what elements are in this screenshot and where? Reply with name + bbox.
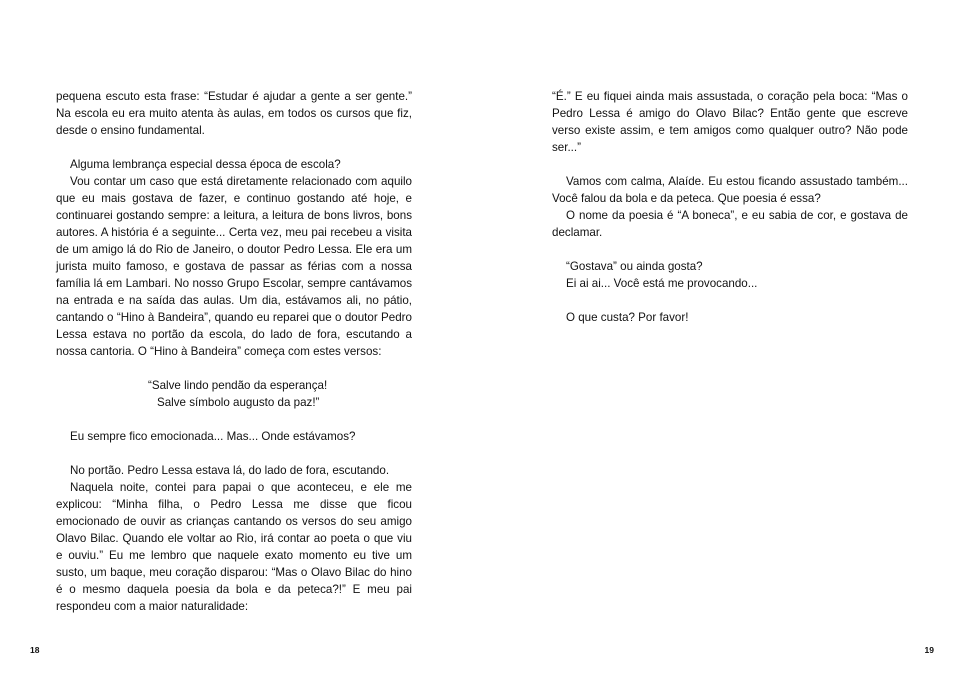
anthem-verses	[56, 377, 412, 411]
paragraph: “É.” E eu fiquei ainda mais assustada, o coração pela boca: “Mas o Pedro Lessa é amigo do Olavo Bilac? Então gente que escreve verso existe assim, e tem amigos como qualquer outro? Não pode ser...”	[552, 90, 908, 154]
paragraph: Naquela noite, contei para papai o que aconteceu, e ele me explicou: “Minha filha, o Pedro Lessa me disse que ficou emocionado de ouvir as crianças cantando os versos do seu amigo Olavo Bilac. Quando ele voltar ao Rio, irá contar ao poeta o que viu e ouviu.” Eu me lembro que naquele exato momento eu tive um susto, um baque, meu coração disparou: “Mas o Olavo Bilac do hino é o mesmo daquela poesia da bola e da peteca?!” E meu pai respondeu com a maior naturalidade:	[56, 481, 412, 613]
verse-line: Salve símbolo augusto da paz!”	[157, 396, 320, 409]
paragraph: Eu sempre fico emocionada... Mas... Onde estávamos?	[70, 430, 356, 443]
interview-question: Alguma lembrança especial dessa época de escola?	[70, 158, 341, 171]
right-text-column	[552, 88, 908, 326]
interview-question: “Gostava” ou ainda gosta?	[566, 260, 703, 273]
paragraph: O nome da poesia é “A boneca”, e eu sabia de cor, e gostava de declamar.	[552, 209, 908, 239]
page-number: 18	[30, 645, 40, 655]
interview-question: Vamos com calma, Alaíde. Eu estou ficando assustado também... Você falou da bola e da peteca. Que poesia é essa?	[552, 175, 908, 205]
paragraph: Vou contar um caso que está diretamente relacionado com aquilo que eu mais gostava de fazer, e continuo gostando até hoje, e continuarei gostando sempre: a leitura, a leitura de bons livros, bons autores. A história é a seguinte... Certa vez, meu pai recebeu a visita de um amigo lá do Rio de Janeiro, o doutor Pedro Lessa. Ele era um jurista muito famoso, e gostava de passar as férias com a nossa família lá em Lambari. No nosso Grupo Escolar, sempre cantávamos na entrada e na saída das aulas. Um dia, estávamos ali, no pátio, cantando o “Hino à Bandeira”, quando eu reparei que o doutor Pedro Lessa estava no portão da escola, do lado de fora, escutando a nossa cantoria. O “Hino à Bandeira” começa com estes versos:	[56, 175, 412, 358]
left-text-column	[56, 88, 412, 615]
page-number: 19	[924, 645, 934, 655]
interview-question: O que custa? Por favor!	[566, 311, 689, 324]
interview-question: No portão. Pedro Lessa estava lá, do lado de fora, escutando.	[70, 464, 390, 477]
verse-line: “Salve lindo pendão da esperança!	[148, 379, 328, 392]
paragraph: Ei ai ai... Você está me provocando...	[566, 277, 758, 290]
paragraph: pequena escuto esta frase: “Estudar é ajudar a gente a ser gente.” Na escola eu era muito atenta às aulas, em todos os cursos que fiz, desde o ensino fundamental.	[56, 90, 412, 137]
right-page	[482, 0, 964, 680]
